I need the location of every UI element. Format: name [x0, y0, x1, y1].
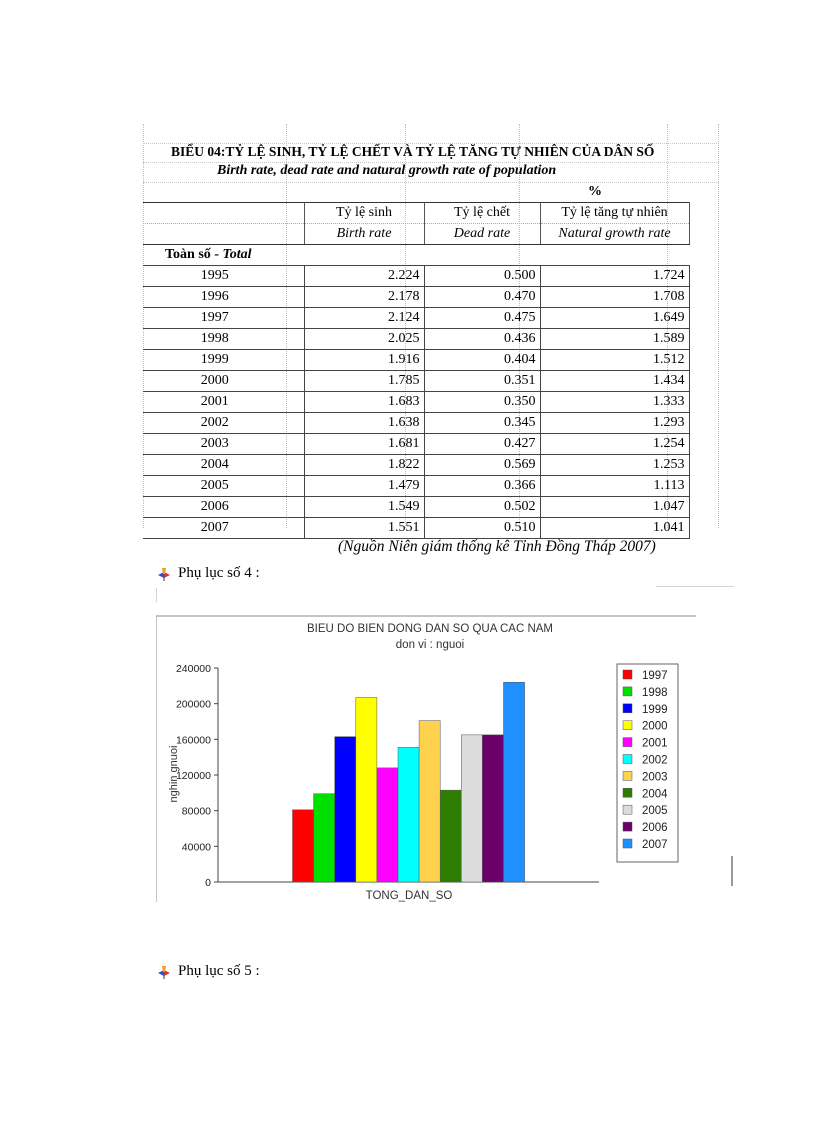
table-title-english: Birth rate, dead rate and natural growth rate of population	[217, 163, 557, 178]
y-tick-label: 160000	[175, 734, 211, 747]
year-cell: 1997	[143, 308, 304, 329]
legend-label-2005: 2005	[642, 805, 668, 818]
year-cell: 2004	[143, 455, 304, 476]
birth-rate-cell: 2.124	[304, 308, 424, 329]
table-title-vietnamese: BIỂU 04:TỶ LỆ SINH, TỶ LỆ CHẾT VÀ TỶ LỆ TĂNG TỰ NHIÊN CỦA DÂN SỐ	[171, 144, 655, 159]
table-header-row	[143, 203, 689, 224]
growth-rate-cell: 1.512	[540, 350, 689, 371]
bar-2005	[461, 735, 482, 882]
bar-2001	[377, 768, 398, 882]
birth-rate-cell: 1.916	[304, 350, 424, 371]
legend-label-2001: 2001	[642, 737, 668, 750]
birth-rate-cell: 1.822	[304, 455, 424, 476]
bar-1997	[293, 810, 314, 882]
growth-rate-cell: 1.113	[540, 476, 689, 497]
growth-rate-cell: 1.708	[540, 287, 689, 308]
legend-swatch-2005	[623, 805, 632, 814]
y-tick-label: 240000	[175, 663, 211, 675]
year-cell: 2007	[143, 518, 304, 539]
header-growth-en: Natural growth rate	[540, 224, 689, 245]
birth-rate-cell: 1.549	[304, 497, 424, 518]
dead-rate-cell: 0.351	[424, 371, 540, 392]
birth-rate-cell: 1.551	[304, 518, 424, 539]
dead-rate-cell: 0.345	[424, 413, 540, 434]
appendix-4-heading	[156, 565, 260, 582]
table-unit: %	[588, 184, 602, 199]
growth-rate-cell: 1.293	[540, 413, 689, 434]
legend-swatch-2006	[623, 822, 632, 831]
x-axis-label: TONG_DAN_SO	[365, 890, 453, 902]
population-chart-image	[156, 586, 734, 902]
source-note: (Nguồn Niên giám thống kê Tỉnh Đồng Tháp 2007)	[338, 538, 656, 555]
birth-rate-cell: 1.683	[304, 392, 424, 413]
dead-rate-cell: 0.510	[424, 518, 540, 539]
birth-rate-cell: 1.681	[304, 434, 424, 455]
dead-rate-cell: 0.500	[424, 266, 540, 287]
pushpin-icon	[156, 964, 172, 980]
total-label	[143, 245, 304, 266]
population-chart	[156, 586, 734, 902]
legend-label-2000: 2000	[642, 720, 668, 733]
growth-rate-cell: 1.649	[540, 308, 689, 329]
header-dead-vi: Tỷ lệ chết	[424, 203, 540, 224]
dead-rate-cell: 0.436	[424, 329, 540, 350]
header-birth-en: Birth rate	[304, 224, 424, 245]
dead-rate-cell: 0.366	[424, 476, 540, 497]
rates-table	[143, 202, 690, 539]
chart-subtitle: don vi : nguoi	[395, 639, 465, 651]
year-cell: 1999	[143, 350, 304, 371]
header-corner	[143, 203, 304, 224]
legend-swatch-1997	[623, 670, 632, 679]
table-row	[143, 455, 689, 476]
y-tick-label: 120000	[175, 770, 211, 782]
birth-rate-cell: 2.178	[304, 287, 424, 308]
legend-swatch-2007	[623, 839, 632, 848]
bar-2002	[398, 747, 419, 882]
grid-line	[143, 182, 719, 183]
header-birth-vi: Tỷ lệ sinh	[304, 203, 424, 224]
year-cell: 1996	[143, 287, 304, 308]
legend-swatch-2002	[623, 755, 632, 764]
grid-line	[718, 124, 719, 528]
appendix-5-label: Phụ lục số 5 :	[178, 963, 260, 979]
dead-rate-cell: 0.475	[424, 308, 540, 329]
bar-2003	[419, 721, 440, 882]
legend-label-1999: 1999	[642, 703, 668, 716]
y-tick-label: 200000	[175, 698, 211, 711]
appendix-4-label: Phụ lục số 4 :	[178, 565, 260, 581]
chart-legend	[617, 664, 678, 862]
year-cell: 2000	[143, 371, 304, 392]
table-row	[143, 434, 689, 455]
y-tick-label: 40000	[181, 841, 211, 854]
year-cell: 2002	[143, 413, 304, 434]
y-axis-label: nghin gnuoi	[168, 745, 180, 803]
statistics-table-image	[143, 124, 719, 535]
table-row	[143, 392, 689, 413]
birth-rate-cell: 2.224	[304, 266, 424, 287]
growth-rate-cell: 1.253	[540, 455, 689, 476]
bar-2006	[482, 735, 503, 882]
birth-rate-cell: 1.479	[304, 476, 424, 497]
growth-rate-cell: 1.434	[540, 371, 689, 392]
birth-rate-cell: 2.025	[304, 329, 424, 350]
growth-rate-cell: 1.589	[540, 329, 689, 350]
table-cell	[540, 245, 689, 266]
table-row	[143, 329, 689, 350]
legend-swatch-2003	[623, 771, 632, 780]
legend-label-2006: 2006	[642, 822, 668, 835]
dead-rate-cell: 0.350	[424, 392, 540, 413]
legend-swatch-2000	[623, 721, 632, 730]
header-dead-en: Dead rate	[424, 224, 540, 245]
dead-rate-cell: 0.470	[424, 287, 540, 308]
growth-rate-cell: 1.254	[540, 434, 689, 455]
legend-swatch-1998	[623, 687, 632, 696]
year-cell: 2003	[143, 434, 304, 455]
dead-rate-cell: 0.404	[424, 350, 540, 371]
table-row	[143, 350, 689, 371]
legend-swatch-1999	[623, 704, 632, 713]
dead-rate-cell: 0.569	[424, 455, 540, 476]
year-cell: 2005	[143, 476, 304, 497]
legend-label-2007: 2007	[642, 839, 668, 851]
pushpin-icon	[156, 566, 172, 582]
table-row	[143, 308, 689, 329]
year-cell: 2001	[143, 392, 304, 413]
plot-area	[176, 663, 599, 889]
growth-rate-cell: 1.041	[540, 518, 689, 539]
birth-rate-cell: 1.638	[304, 413, 424, 434]
growth-rate-cell: 1.047	[540, 497, 689, 518]
bar-2000	[356, 697, 377, 882]
year-cell: 1995	[143, 266, 304, 287]
legend-swatch-2001	[623, 738, 632, 747]
legend-label-2004: 2004	[642, 788, 668, 801]
table-row	[143, 413, 689, 434]
bar-1999	[335, 737, 356, 882]
table-row	[143, 497, 689, 518]
year-cell: 2006	[143, 497, 304, 518]
total-label-en: Total	[222, 247, 252, 262]
total-label-vi: Toàn số -	[165, 247, 223, 262]
header-corner	[143, 224, 304, 245]
table-row	[143, 266, 689, 287]
bar-2004	[440, 790, 461, 882]
growth-rate-cell: 1.724	[540, 266, 689, 287]
bar-1998	[314, 794, 335, 882]
legend-label-2002: 2002	[642, 754, 668, 767]
table-row	[143, 476, 689, 497]
bar-2007	[504, 682, 525, 882]
legend-swatch-2004	[623, 788, 632, 797]
table-row	[143, 287, 689, 308]
dead-rate-cell: 0.427	[424, 434, 540, 455]
appendix-5-heading	[156, 963, 260, 980]
table-row	[143, 371, 689, 392]
year-cell: 1998	[143, 329, 304, 350]
dead-rate-cell: 0.502	[424, 497, 540, 518]
legend-label-2003: 2003	[642, 771, 668, 784]
legend-label-1997: 1997	[642, 670, 668, 682]
y-tick-label: 0	[205, 877, 211, 889]
chart-title: BIEU DO BIEN DONG DAN SO QUA CAC NAM	[306, 623, 554, 635]
birth-rate-cell: 1.785	[304, 371, 424, 392]
legend-label-1998: 1998	[642, 686, 668, 699]
header-growth-vi: Tỷ lệ tăng tự nhiên	[540, 203, 689, 224]
total-row	[143, 245, 689, 266]
growth-rate-cell: 1.333	[540, 392, 689, 413]
table-row	[143, 518, 689, 539]
table-header-row	[143, 224, 689, 245]
y-tick-label: 80000	[181, 805, 211, 818]
table-cell	[424, 245, 540, 266]
table-cell	[304, 245, 424, 266]
